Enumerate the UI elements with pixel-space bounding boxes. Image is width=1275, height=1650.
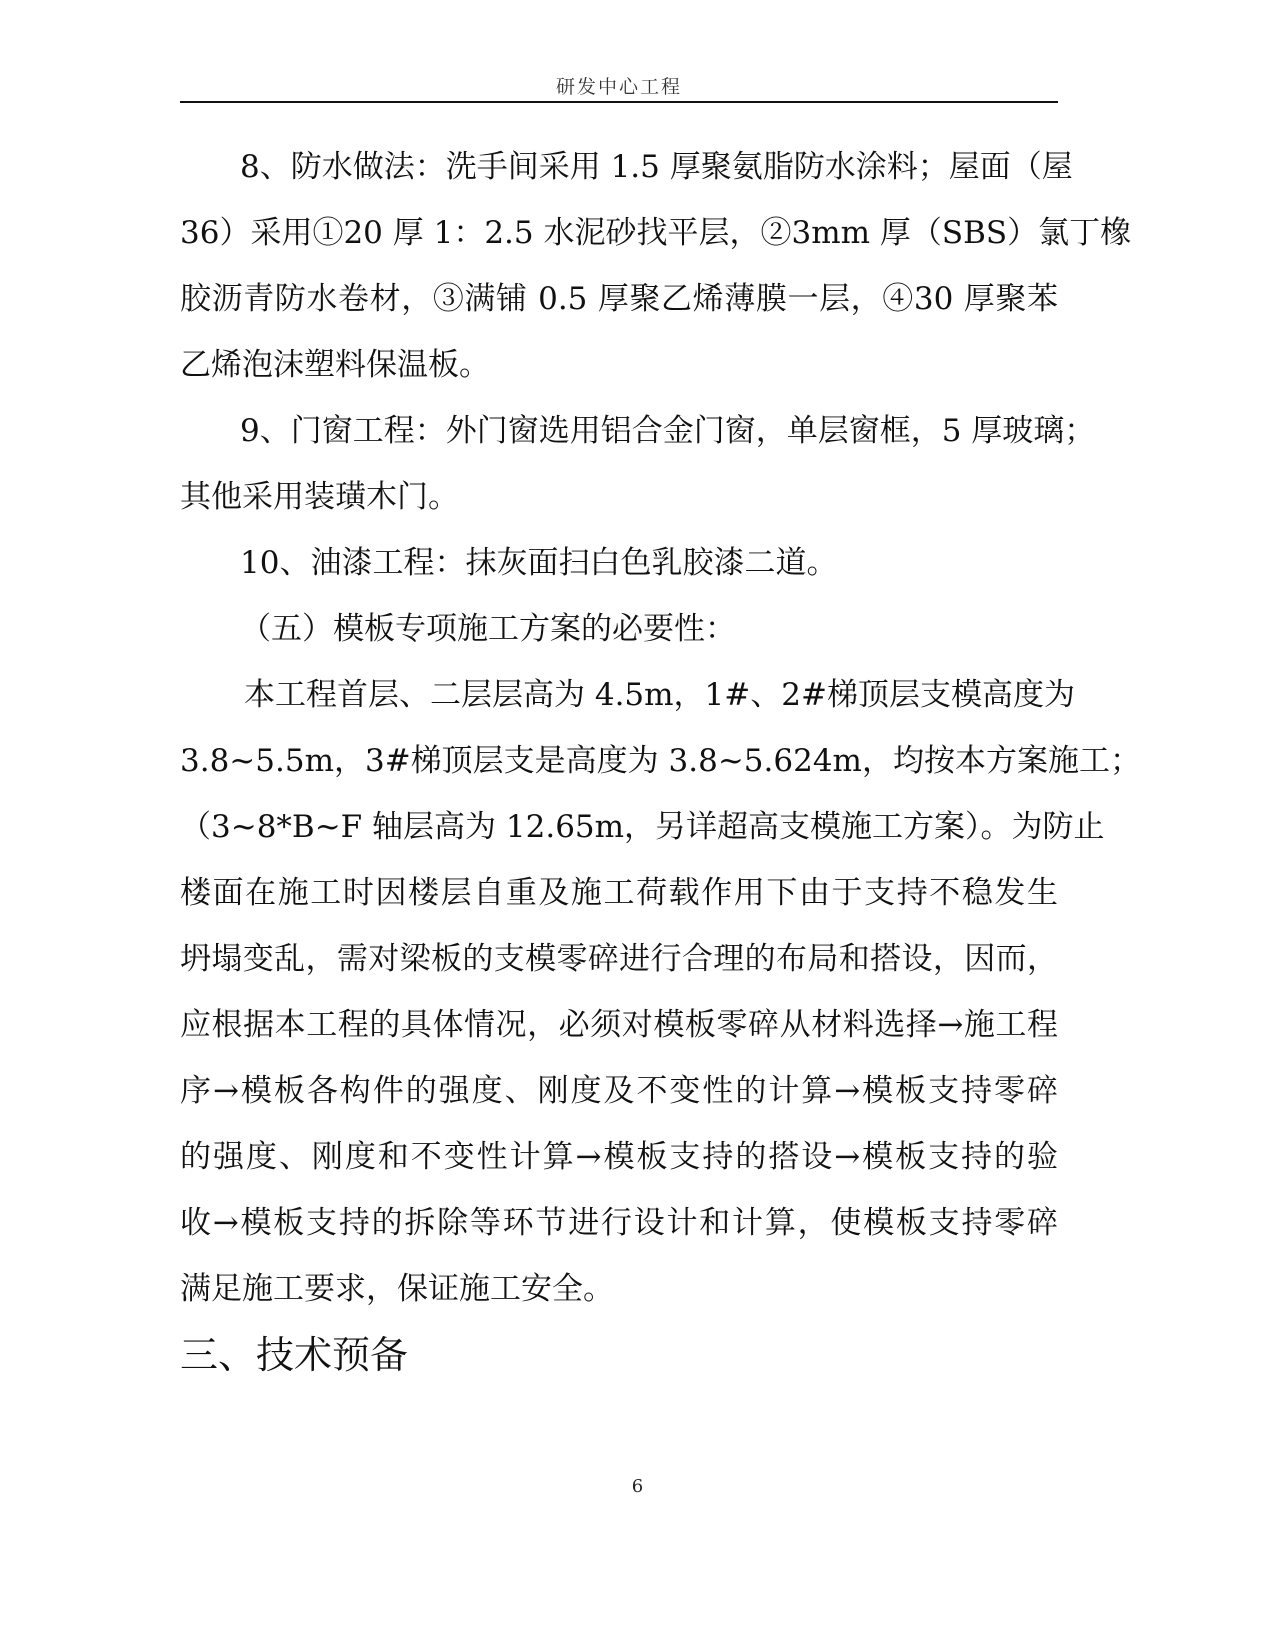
paragraph-line: 坍塌变乱，需对梁板的支模零碎进行合理的布局和搭设，因而， <box>180 941 1058 977</box>
paragraph-line: 9、门窗工程：外门窗选用铝合金门窗，单层窗框，5 厚玻璃； <box>240 413 1096 449</box>
section-heading: 三、技术预备 <box>180 1333 409 1377</box>
paragraph-line: （3~8*B~F 轴层高为 12.65m，另详超高支模施工方案）。为防止 <box>180 809 1105 845</box>
paragraph-line: 10、油漆工程：抹灰面扫白色乳胶漆二道。 <box>240 545 838 581</box>
subsection-heading: （五）模板专项施工方案的必要性： <box>240 611 736 647</box>
paragraph-line: 序→模板各构件的强度、刚度及不变性的计算→模板支持零碎 <box>180 1073 1058 1109</box>
paragraph-line: 其他采用装璜木门。 <box>180 479 459 515</box>
paragraph-line: 36）采用①20 厚 1：2.5 水泥砂找平层，②3mm 厚（SBS）氯丁橡 <box>180 215 1132 251</box>
paragraph-line: 收→模板支持的拆除等环节进行设计和计算，使模板支持零碎 <box>180 1205 1058 1241</box>
header-divider <box>180 101 1058 103</box>
paragraph-line: 的强度、刚度和不变性计算→模板支持的搭设→模板支持的验 <box>180 1139 1058 1175</box>
paragraph-line: 乙烯泡沫塑料保温板。 <box>180 347 490 383</box>
paragraph-line: 胶沥青防水卷材，③满铺 0.5 厚聚乙烯薄膜一层，④30 厚聚苯 <box>180 281 1058 317</box>
page-header-title: 研发中心工程 <box>555 76 682 98</box>
paragraph-line: 本工程首层、二层层高为 4.5m，1#、2#梯顶层支模高度为 <box>244 677 1075 713</box>
paragraph-line: 满足施工要求，保证施工安全。 <box>180 1271 614 1307</box>
paragraph-line: 3.8~5.5m，3#梯顶层支是高度为 3.8~5.624m，均按本方案施工； <box>180 743 1141 779</box>
paragraph-line: 8、防水做法：洗手间采用 1.5 厚聚氨脂防水涂料；屋面（屋 <box>240 149 1073 185</box>
paragraph-line: 应根据本工程的具体情况，必须对模板零碎从材料选择→施工程 <box>180 1007 1058 1043</box>
document-body <box>180 134 1141 1322</box>
paragraph-line: 楼面在施工时因楼层自重及施工荷载作用下由于支持不稳发生 <box>180 875 1058 911</box>
page-number: 6 <box>631 1476 644 1497</box>
